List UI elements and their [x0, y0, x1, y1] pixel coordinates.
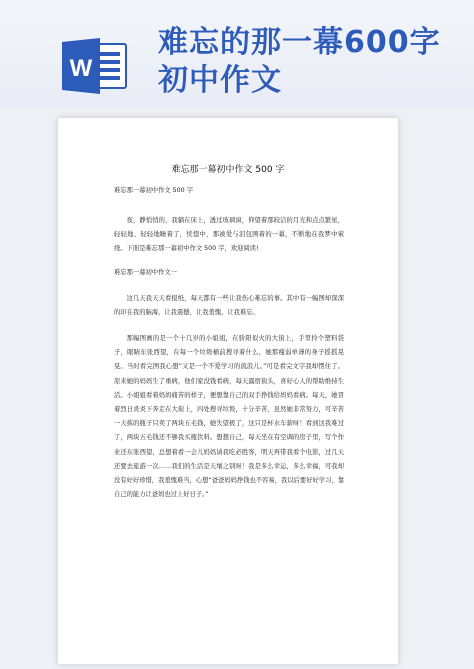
document-title: 难忘那一幕初中作文 500 字 — [171, 165, 285, 175]
document-page — [58, 118, 398, 664]
document-subtitle: 难忘那一幕初中作文 500 字 — [114, 187, 193, 194]
body-paragraph-2: 那幅图画的是一个十几岁的小姐姐，在骄阳似火的大街上，手里拎个塑料袋子，眼睛东张西望，在每一个垃圾桶前搜寻着什么，她那瘦弱单薄的身子摇摇晃晃。当时看完图我心想“又是一个不爱学习的流浪儿。”可是看完文字我却愣住了。原来她的妈妈生了重病，他们家没钱看病，每天露宿街头，喜好心人的帮助维持生活。小姐姐看着妈妈痛苦的样子，便想靠自己的双手挣钱给妈妈看病。每天，她冒着烈日炎炎下奔走在大街上，四处搜寻垃圾，十分辛苦，虽然她非常努力，可辛苦一天拣的瓶子只卖了两块五毛钱，她失望极了，这只是杯水车薪呀！看到这我难过了，两块五毛钱还不够我买瓶饮料。想想自己，每天坐在有空调的房子里，写个作业还东张西望，总想着看一会儿妈妈请我吃必胜客，明天再带我看个电影，过几天还要去旅游一次……我们的生活是天壤之别呀！我是多么幸运，多么幸福，可我却没有好好珍惜，我羞愧难当，心想“爸爸妈妈挣钱也不容易，我以后要好好学习，靠自己的能力让爸妈也过上好日子。” — [114, 335, 344, 499]
banner — [0, 0, 474, 108]
banner-title: 难忘的那一幕600字初中作文 — [158, 25, 441, 98]
intro-paragraph: 夜，静悄悄的，我躺在床上，透过玻璃窗，仰望着那皎洁的月光和点点繁星，轻轻地、轻轻地睡着了，恍惚中，那被爱与泪包围着的一幕，不断地在我梦中萦绕。下面是难忘那一幕初中作文 500 字，欢迎阅读! — [114, 217, 344, 253]
section-heading: 难忘那一幕初中作文一 — [114, 269, 177, 276]
svg-text:W: W — [69, 55, 93, 82]
body-paragraph-1: 这几天我天天看报纸，每天都有一些让我伤心难忘的事。其中有一幅图却深深的印在我的脑海，让我震撼，让我羞愧，让我难忘。 — [114, 295, 344, 317]
word-icon — [62, 38, 128, 94]
